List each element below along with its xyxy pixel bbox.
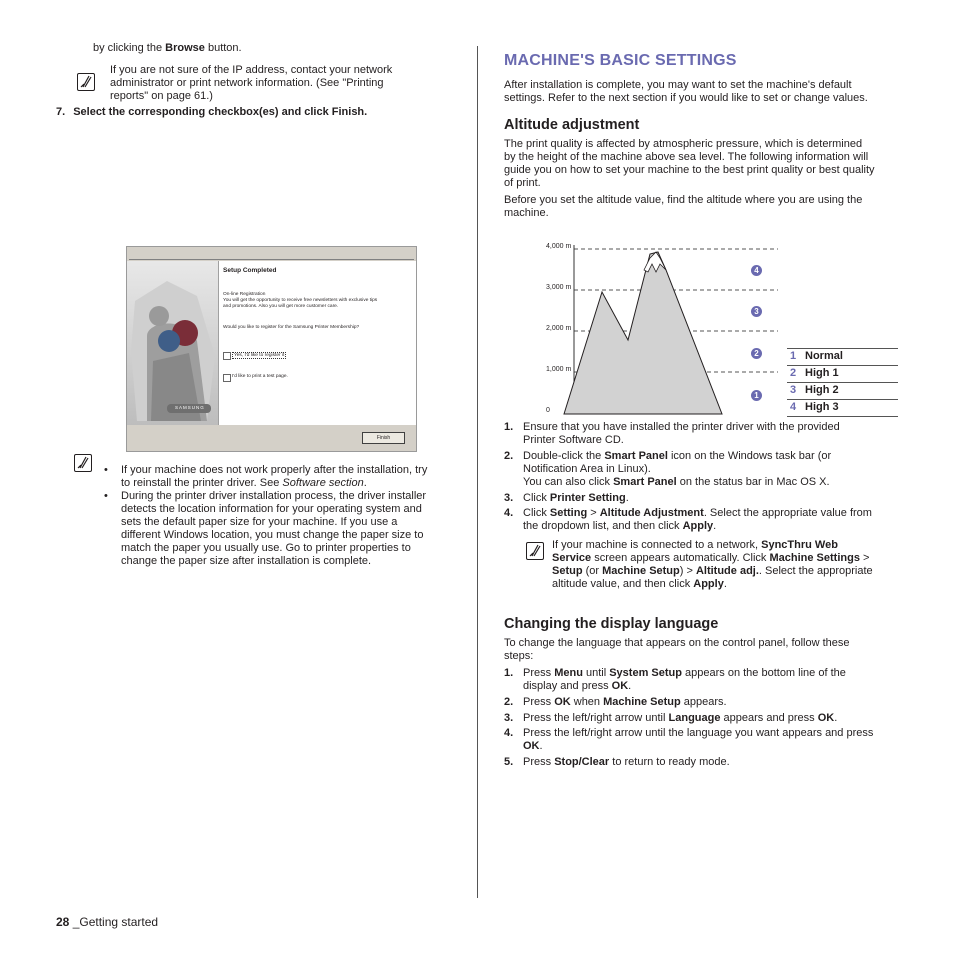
column-divider — [477, 46, 478, 898]
setup-completed-dialog — [126, 246, 417, 452]
altitude-paragraph-1: The print quality is affected by atmospheric pressure, which is determined by the height of the machine above sea level. The following information will guide you on how to set your machine to the best print quality or best quality of print. — [504, 138, 875, 189]
section-title: MACHINE'S BASIC SETTINGS — [504, 52, 737, 69]
samsung-logo: SAMSUNG — [175, 405, 205, 410]
marker-2: 2 — [751, 348, 762, 359]
ip-address-note: If you are not sure of the IP address, contact your network administrator or print network information. (See "Printing reports" on page 61.) — [110, 64, 393, 102]
tick-1000: 1,000 m — [546, 366, 572, 373]
language-heading: Changing the display language — [504, 616, 719, 632]
marker-4: 4 — [751, 265, 762, 276]
legend-row: 3 High 2 — [787, 382, 898, 399]
legend-row: 1 Normal — [787, 348, 898, 365]
tick-0: 0 — [546, 407, 550, 414]
tick-2000: 2,000 m — [546, 325, 572, 332]
step-7: 7. Select the corresponding checkbox(es) and click Finish. — [56, 106, 368, 118]
test-page-checkbox[interactable] — [223, 374, 231, 382]
finish-button[interactable]: Finish — [362, 432, 405, 444]
language-intro: To change the language that appears on the control panel, follow these steps: — [504, 637, 850, 662]
section-intro: After installation is complete, you may want to set the machine's default settings. Refer to the next section if you would like to set or change values. — [504, 79, 868, 104]
browse-instruction: by clicking the Browse button. — [93, 42, 242, 54]
note-icon — [526, 542, 544, 560]
register-checkbox[interactable] — [223, 352, 231, 360]
tick-3000: 3,000 m — [546, 284, 572, 291]
dialog-heading: Setup Completed — [223, 267, 277, 274]
network-note: If your machine is connected to a network, SyncThru Web Service screen appears automatically. Click Machine Settings > Setup (or Machine Setup) > Altitude adj.. Select the appropriate altitude value, and then click Apply. — [552, 539, 873, 590]
installer-artwork — [127, 261, 218, 425]
altitude-heading: Altitude adjustment — [504, 117, 640, 133]
marker-3: 3 — [751, 306, 762, 317]
register-checkbox-label: Yes, I'd like to register it — [234, 353, 285, 358]
altitude-paragraph-2: Before you set the altitude value, find the altitude where you are using the machine. — [504, 194, 863, 219]
note-icon — [74, 454, 92, 472]
note-icon — [77, 73, 95, 91]
membership-question: Would you like to register for the Samsung Printer Membership? — [223, 325, 360, 330]
page-footer: 28 _Getting started — [56, 915, 159, 929]
legend-row: 2 High 1 — [787, 365, 898, 382]
marker-1: 1 — [751, 390, 762, 401]
test-page-checkbox-label: I'd like to print a test page. — [232, 374, 288, 379]
legend-row: 4 High 3 — [787, 399, 898, 417]
tick-4000: 4,000 m — [546, 243, 572, 250]
dialog-content-pane — [218, 261, 416, 425]
registration-text: On-line Registration You will get the opportunity to receive free newsletters with exclusive tips and promotions. Also you will get more customer care. — [223, 292, 378, 309]
